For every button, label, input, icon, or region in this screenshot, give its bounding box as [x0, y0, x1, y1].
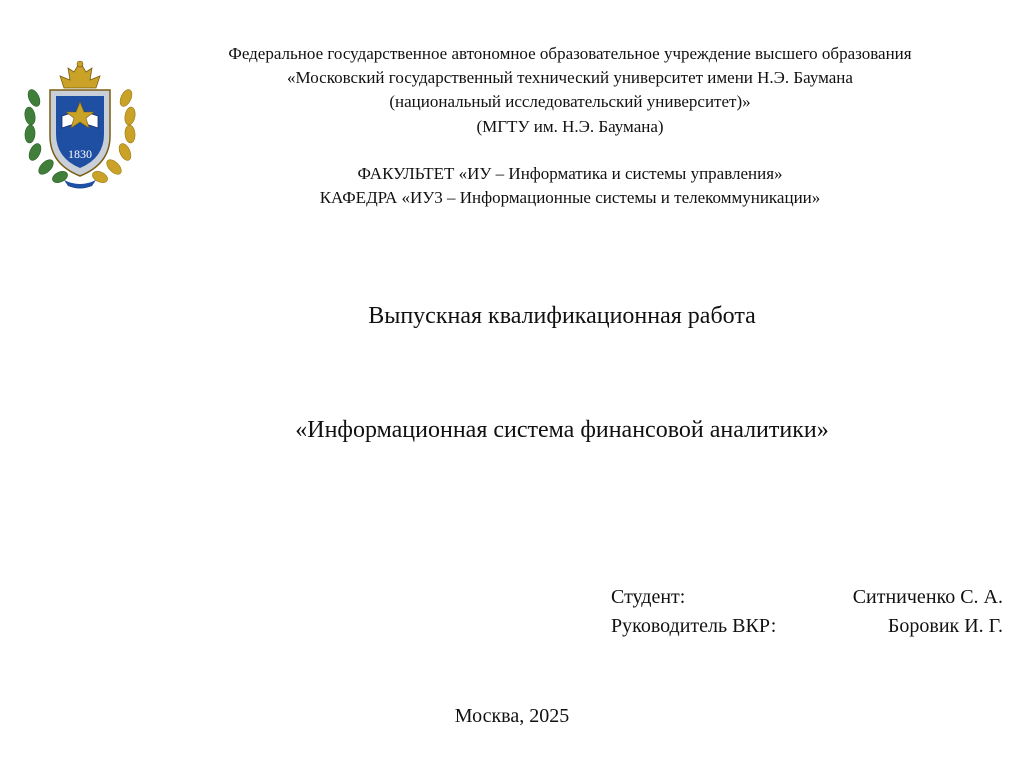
work-type-title: Выпускная квалификационная работа	[368, 303, 756, 329]
student-row	[611, 583, 1003, 611]
spacer	[150, 139, 990, 162]
work-topic: «Информационная система финансовой аналитики»	[295, 417, 829, 443]
org-line-4: (МГТУ им. Н.Э. Баумана)	[476, 116, 664, 136]
student-role-label: Студент:	[611, 586, 686, 608]
advisor-row	[611, 612, 1003, 640]
student-name: Ситниченко С. А.	[852, 586, 1003, 608]
department-line: КАФЕДРА «ИУ3 – Информационные системы и телекоммуникации»	[319, 188, 821, 208]
org-line-2: «Московский государственный технический университет имени Н.Э. Баумана	[287, 68, 853, 88]
org-line-3: (национальный исследовательский университет)»	[389, 92, 751, 112]
university-emblem-icon	[20, 58, 140, 190]
advisor-role-label: Руководитель ВКР:	[611, 615, 777, 637]
org-line-1: Федеральное государственное автономное образовательное учреждение высшего образования	[228, 44, 912, 63]
faculty-line: ФАКУЛЬТЕТ «ИУ – Информатика и системы управления»	[357, 163, 783, 183]
organization-header	[150, 42, 990, 210]
advisor-name: Боровик И. Г.	[887, 615, 1003, 637]
city-year: Москва, 2025	[454, 705, 570, 727]
emblem-year: 1830	[68, 147, 92, 161]
